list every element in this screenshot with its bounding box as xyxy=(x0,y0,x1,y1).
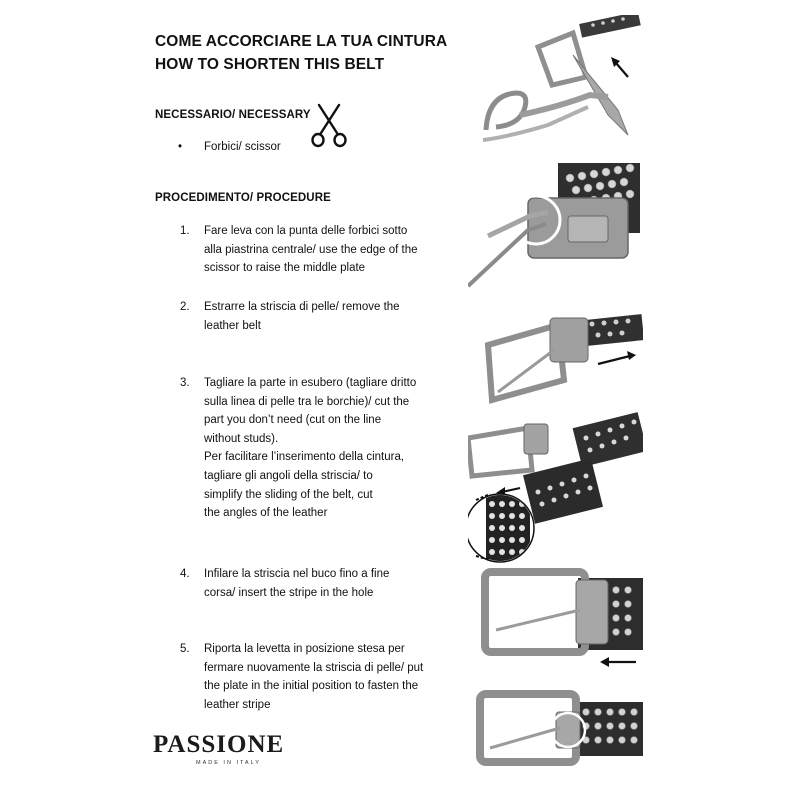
photo-scissors-buckle xyxy=(468,15,643,150)
arrow-icon xyxy=(598,356,630,364)
step-line: corsa/ insert the stripe in the hole xyxy=(204,586,374,599)
arrow-icon xyxy=(616,63,628,77)
step-line: Estrarre la striscia di pelle/ remove the xyxy=(204,301,400,313)
step-text xyxy=(204,640,474,714)
photo-cut-leather xyxy=(468,408,643,563)
step-number: 4. xyxy=(180,568,190,580)
step-line: Tagliare la parte in esubero (tagliare dritto xyxy=(204,377,417,389)
step-line: Fare leva con la punta delle forbici sotto xyxy=(204,225,408,237)
photo-raise-plate xyxy=(468,158,643,288)
step-line: Per facilitare l’inserimento della cintura, xyxy=(204,451,405,464)
step-line: part you don’t need (cut on the line xyxy=(204,414,382,427)
necessary-heading: NECESSARIO/ NECESSARY xyxy=(155,109,311,121)
step-line: leather stripe xyxy=(204,698,271,711)
step-line: sulla linea di pelle tra le borchie)/ cut the xyxy=(204,395,410,408)
step-line: the plate in the initial position to fasten the xyxy=(204,680,419,693)
scissors-icon xyxy=(310,103,348,149)
step-line: alla piastrina centrale/ use the edge of the xyxy=(204,243,418,256)
step-text xyxy=(204,374,474,523)
step-number: 3. xyxy=(180,377,190,389)
step-number: 5. xyxy=(180,643,190,655)
photo-fastened-belt xyxy=(468,688,643,768)
step-line: the angles of the leather xyxy=(204,507,328,520)
photo-insert-stripe xyxy=(468,566,643,676)
step-line: leather belt xyxy=(204,319,261,332)
brand-logo xyxy=(153,732,284,766)
logo-tagline: MADE IN ITALY xyxy=(196,760,261,766)
step-text xyxy=(204,565,474,602)
step-line: Infilare la striscia nel buco fino a fine xyxy=(204,568,390,580)
step-line: scissor to raise the middle plate xyxy=(204,262,366,275)
title-line-english: HOW TO SHORTEN THIS BELT xyxy=(155,56,385,73)
step-number: 1. xyxy=(180,225,190,237)
photo-remove-leather xyxy=(468,300,643,405)
step-text xyxy=(204,298,474,335)
step-line: Riporta la levetta in posizione stesa per xyxy=(204,643,405,655)
step-line: simplify the sliding of the belt, cut xyxy=(204,488,373,501)
step-text xyxy=(204,222,474,278)
title-line-italian: COME ACCORCIARE LA TUA CINTURA xyxy=(155,33,448,50)
step-line: tagliare gli angoli della striscia/ to xyxy=(204,469,373,482)
logo-wordmark: PASSIONE xyxy=(153,731,285,758)
step-line: without studs). xyxy=(204,432,279,445)
necessary-item-scissor: Forbici/ scissor xyxy=(204,141,281,153)
page-title xyxy=(155,30,447,76)
bullet-dot: • xyxy=(178,141,183,153)
step-number: 2. xyxy=(180,301,190,313)
procedure-heading: PROCEDIMENTO/ PROCEDURE xyxy=(155,192,331,204)
step-line: fermare nuovamente la striscia di pelle/ put xyxy=(204,661,424,674)
